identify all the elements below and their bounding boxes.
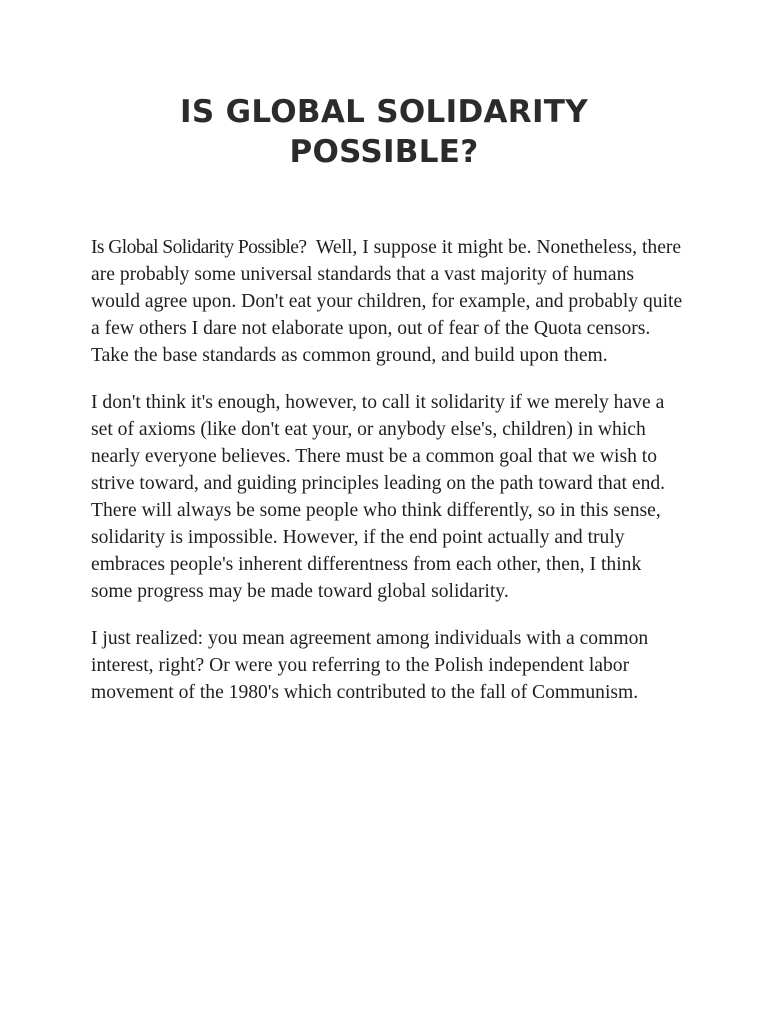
document-body [91,234,687,726]
page-title: IS GLOBAL SOLIDARITY POSSIBLE? [180,94,588,170]
paragraph-1-lead: Is Global Solidarity Possible? [91,237,307,258]
paragraph-3: I just realized: you mean agreement among individuals with a common interest, right? Or were you referring to the Polish independent labor movement of the 1980's which contributed to the fall of Communism. [91,628,649,703]
paragraph-1-text: Well, I suppose it might be. Nonetheless, there are probably some universal standards that a vast majority of humans would agree upon. Don't eat your children, for example, and probably quite a few others I dare not elaborate upon, out of fear of the Quota censors. Take the base standards as common ground, and build upon them. [91,237,688,366]
paragraph-1 [91,234,687,369]
paragraph-2: I don't think it's enough, however, to call it solidarity if we merely have a set of axioms (like don't eat your, or anybody else's, children) in which nearly everyone believes. There must be a common goal that we wish to strive toward, and guiding principles leading on the path toward that end. There will always be some people who think differently, so in this sense, solidarity is impossible. However, if the end point actually and truly embraces people's inherent differentness from each other, then, I think some progress may be made toward global solidarity. [91,392,666,602]
